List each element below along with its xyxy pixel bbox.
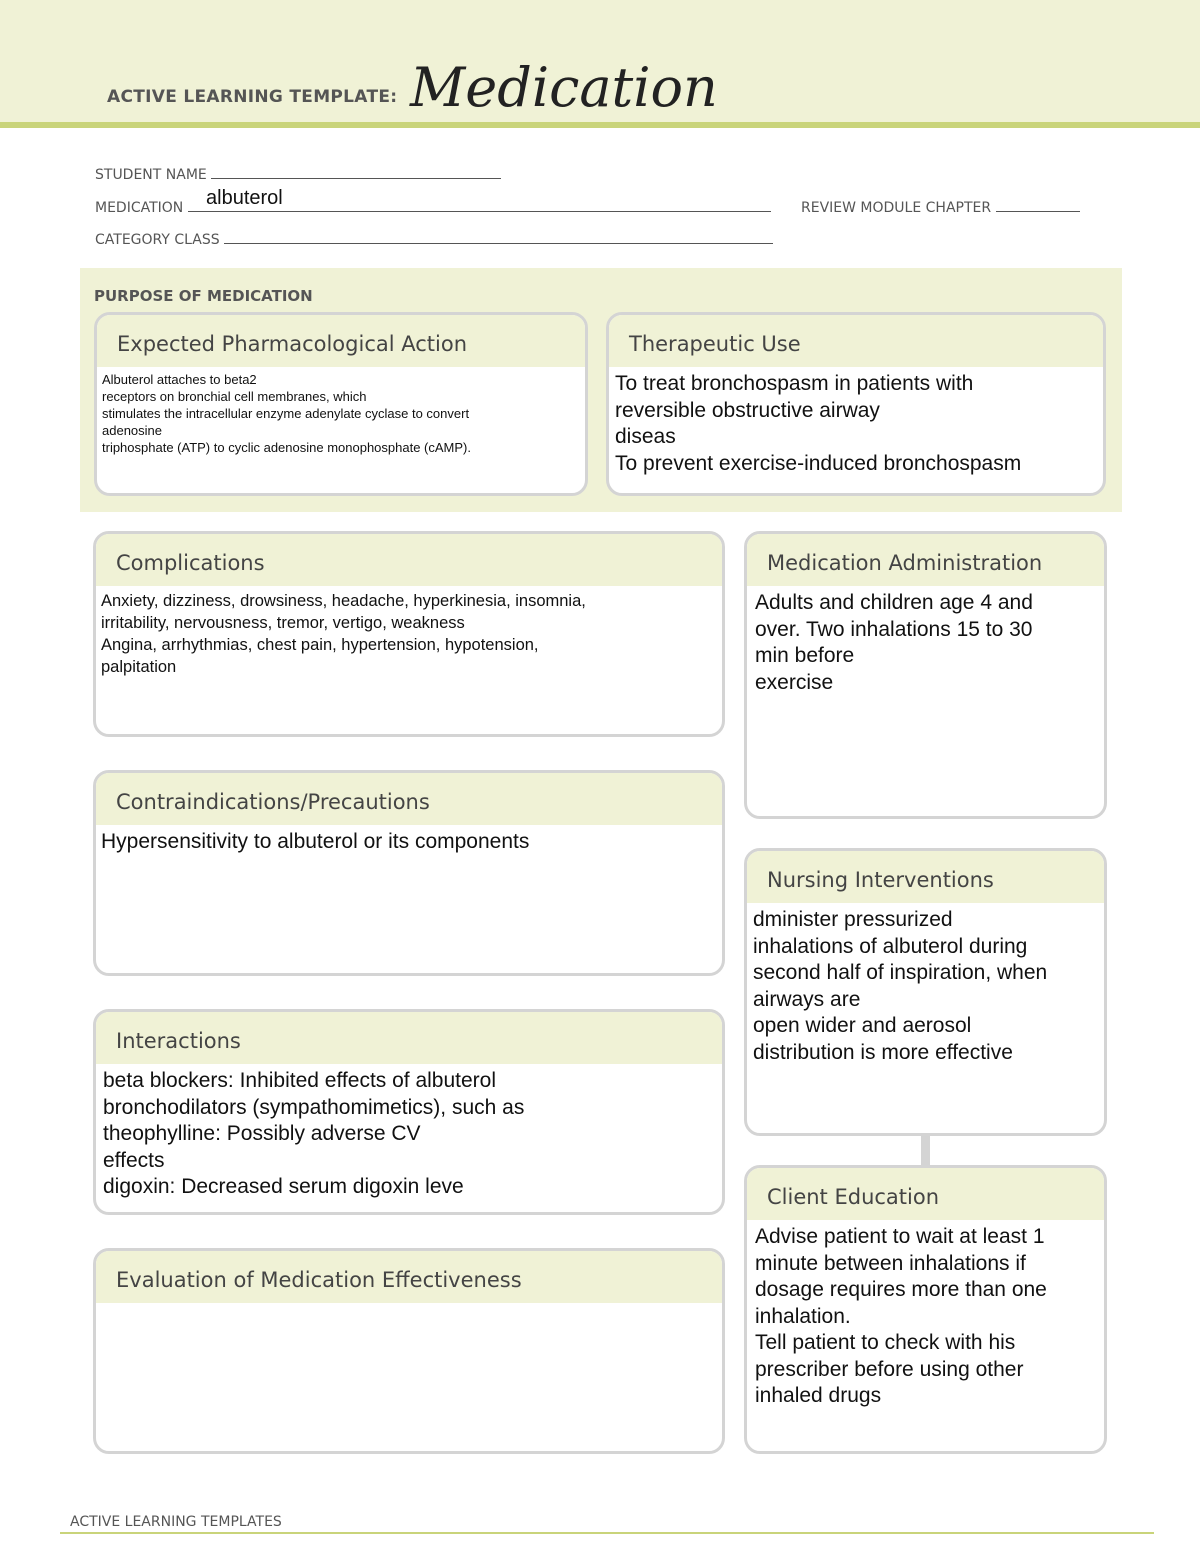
- contraindications-box: [93, 770, 725, 976]
- complications-box: [93, 531, 725, 737]
- complications-title: Complications: [96, 534, 722, 586]
- student-name-row: [95, 165, 501, 183]
- student-name-label: STUDENT NAME: [95, 167, 207, 183]
- expected-action-text[interactable]: Albuterol attaches to beta2 receptors on bronchial cell membranes, which stimulates the intracellular enzyme adenylate cyclase to convert adenosine triphosphate (ATP) to cyclic adenosine monophosphate (cAMP).: [102, 372, 471, 455]
- student-name-field[interactable]: [211, 165, 501, 179]
- box-connector: [921, 1133, 930, 1168]
- review-module-field[interactable]: [996, 198, 1080, 212]
- interactions-title: Interactions: [96, 1012, 722, 1064]
- category-class-row: [95, 230, 773, 248]
- administration-title: Medication Administration: [747, 534, 1104, 586]
- footer-rule: [60, 1532, 1154, 1534]
- client-education-text[interactable]: Advise patient to wait at least 1 minute between inhalations if dosage requires more than one inhalation. Tell patient to check with his prescriber before using other inhaled drugs: [755, 1225, 1047, 1407]
- interactions-text[interactable]: beta blockers: Inhibited effects of albuterol bronchodilators (sympathomimetics), such as theophylline: Possibly adverse CV effects digoxin: Decreased serum digoxin leve: [103, 1069, 525, 1198]
- administration-box: [744, 531, 1107, 819]
- expected-action-title: Expected Pharmacological Action: [97, 315, 585, 367]
- nursing-text[interactable]: dminister pressurized inhalations of albuterol during second half of inspiration, when airways are open wider and aerosol distribution is more effective: [753, 908, 1048, 1064]
- footer-label: ACTIVE LEARNING TEMPLATES: [70, 1514, 282, 1530]
- medication-value: albuterol: [206, 187, 283, 209]
- medication-row: [95, 198, 771, 216]
- contraindications-text[interactable]: Hypersensitivity to albuterol or its components: [101, 830, 530, 853]
- therapeutic-use-title: Therapeutic Use: [609, 315, 1103, 367]
- complications-text[interactable]: Anxiety, dizziness, drowsiness, headache, hyperkinesia, insomnia, irritability, nervousness, tremor, vertigo, weakness Angina, arrhythmias, chest pain, hypertension, hypotension, palpitation: [101, 592, 586, 676]
- evaluation-box: [93, 1248, 725, 1454]
- review-module-row: [801, 198, 1080, 216]
- purpose-label: PURPOSE OF MEDICATION: [94, 287, 313, 305]
- category-class-field[interactable]: [224, 230, 773, 244]
- interactions-box: [93, 1009, 725, 1215]
- therapeutic-use-text[interactable]: To treat bronchospasm in patients with reversible obstructive airway diseas To prevent exercise-induced bronchospasm: [615, 372, 1022, 475]
- therapeutic-use-box: [606, 312, 1106, 496]
- medication-label: MEDICATION: [95, 200, 184, 216]
- client-education-box: [744, 1165, 1107, 1454]
- nursing-box: [744, 848, 1107, 1136]
- evaluation-text[interactable]: [96, 1303, 722, 1307]
- evaluation-title: Evaluation of Medication Effectiveness: [96, 1251, 722, 1303]
- category-class-label: CATEGORY CLASS: [95, 232, 220, 248]
- nursing-title: Nursing Interventions: [747, 851, 1104, 903]
- review-module-label: REVIEW MODULE CHAPTER: [801, 200, 992, 216]
- template-label: ACTIVE LEARNING TEMPLATE:: [107, 87, 398, 107]
- administration-text[interactable]: Adults and children age 4 and over. Two inhalations 15 to 30 min before exercise: [755, 591, 1033, 694]
- contraindications-title: Contraindications/Precautions: [96, 773, 722, 825]
- expected-action-box: [94, 312, 588, 496]
- header-rule: [0, 122, 1200, 128]
- page-title: Medication: [410, 56, 718, 119]
- client-education-title: Client Education: [747, 1168, 1104, 1220]
